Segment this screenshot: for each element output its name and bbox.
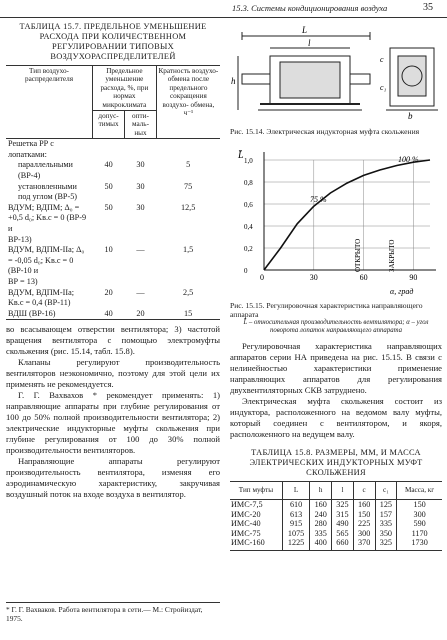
table1-cell bbox=[93, 235, 125, 246]
table1-cell: ВДУМ, ВДПМ-IIa; Δ₀ = -0,05 d₀; Kв.с = 0 (ВР-10 и bbox=[8, 245, 85, 276]
page-number: 35 bbox=[423, 2, 433, 13]
table1-row bbox=[6, 203, 220, 235]
table2-cell: 565 bbox=[332, 529, 354, 539]
fig14-label-b: b bbox=[408, 111, 413, 121]
table1-cell: ВР = 13) bbox=[8, 276, 38, 286]
table2-title: ТАБЛИЦА 15.8. РАЗМЕРЫ, ММ, И МАССА ЭЛЕКТРИЧЕСКИХ ИНДУКТОРНЫХ МУФТ СКОЛЬЖЕНИЯ bbox=[249, 448, 423, 477]
table1-col-type: Тип воздухо- распределителя bbox=[6, 66, 93, 139]
table2-cell: 300 bbox=[397, 510, 442, 520]
table2-cell: 160 bbox=[353, 500, 375, 510]
left-paragraph: во всасывающем отверстии вентилятора; 3) частотой вращения вентилятора с помощью электромуфты скольжения (рис. 15.14, табл. 15.8). bbox=[6, 324, 220, 357]
table2-row bbox=[230, 510, 442, 520]
table2-cell: 335 bbox=[310, 529, 332, 539]
table1-row bbox=[6, 288, 220, 309]
table1-cell: 30 bbox=[136, 160, 145, 170]
table1-cell bbox=[156, 139, 220, 161]
x-tick-label: 30 bbox=[309, 273, 318, 282]
fig14-label-l: l bbox=[308, 38, 311, 48]
annot-75: 75 % bbox=[310, 195, 327, 204]
chart-x-label: α, град bbox=[390, 287, 414, 296]
right-column bbox=[230, 22, 442, 551]
table1-row bbox=[6, 139, 220, 161]
table1-row bbox=[6, 235, 220, 246]
y-tick-label: 0 bbox=[244, 267, 248, 275]
left-paragraph: Г. Г. Вахвахов * рекомендует применять: 1) направляющие аппараты при глубине регулирования от 100 до 50% полной производительности вентилятора; 2) электрические индукторные муфты скольжения при глубине регулирования от 100 до 30% полной производительности вентиляторов. bbox=[6, 390, 220, 456]
table2-cell: 280 bbox=[310, 519, 332, 529]
annot-100: 100 % bbox=[398, 155, 419, 164]
fig14-label-c1: c₁ bbox=[380, 83, 387, 92]
fig15-caption: Рис. 15.15. Регулировочная характеристика направляющего аппарата bbox=[230, 301, 423, 319]
table1-sub-allow: допус- тимых bbox=[93, 111, 125, 139]
table1-cell: ВДУМ; ВДПМ; Δ₀ = +0,5 d₀; Kв.с = 0 (ВР-9 и bbox=[8, 202, 87, 233]
table1-cell: установленными под углом (ВР-5) bbox=[18, 181, 78, 202]
table1-cell bbox=[125, 139, 157, 161]
table2-cell: 1075 bbox=[282, 529, 310, 539]
table2-cell: 335 bbox=[375, 519, 397, 529]
table1-cell: ВДУМ, ВДПМ-IIa; Kв.с = 0,4 (ВР-11) bbox=[8, 287, 75, 308]
table1-cell: ВДШ (ВР-16) bbox=[6, 309, 93, 320]
table2-cell: ИМС-160 bbox=[230, 538, 282, 550]
table1-cell bbox=[93, 277, 125, 288]
table1-cell: — bbox=[136, 245, 145, 255]
fig14-caption: Рис. 15.14. Электрическая индукторная муфта скольжения bbox=[230, 127, 420, 136]
table2 bbox=[230, 481, 442, 551]
regulation-chart bbox=[230, 146, 442, 296]
table1-cell: ВР-13) bbox=[8, 234, 32, 244]
table1-row bbox=[6, 182, 220, 203]
table1-cell bbox=[125, 235, 157, 246]
table2-cell: 160 bbox=[310, 500, 332, 510]
table2-cell: 660 bbox=[332, 538, 354, 550]
table1-cell bbox=[156, 235, 220, 246]
table2-header: L bbox=[282, 482, 310, 500]
left-paragraph: Направляющие аппараты регулируют производительность вентилятора, изменяя его аэродинамическую характеристику, закручивая воздушный поток на входе воздуха в вентилятор. bbox=[6, 456, 220, 500]
left-column bbox=[6, 22, 220, 500]
coupling-drawing bbox=[230, 22, 442, 122]
table1-cell: 20 bbox=[125, 309, 157, 320]
table2-cell: 315 bbox=[332, 510, 354, 520]
table2-row bbox=[230, 538, 442, 550]
table1-cell: 10 bbox=[104, 245, 113, 255]
table1-cell: 12,5 bbox=[180, 202, 196, 212]
table2-cell: 610 bbox=[282, 500, 310, 510]
left-paragraph: Клапаны регулируют производительность вентиляторов неэкономично, поэтому для этой цели их применять не рекомендуется. bbox=[6, 357, 220, 390]
table1-row bbox=[6, 277, 220, 288]
chart-y-label: L̄ bbox=[238, 150, 244, 161]
table2-header: Тип муфты bbox=[230, 482, 282, 500]
y-tick-label: 0,8 bbox=[244, 179, 253, 187]
table2-header: Масса, кг bbox=[397, 482, 442, 500]
table1-row bbox=[6, 160, 220, 181]
table2-cell: 1730 bbox=[397, 538, 442, 550]
table1-cell: 30 bbox=[136, 181, 145, 191]
table2-cell: 400 bbox=[310, 538, 332, 550]
y-tick-label: 0,6 bbox=[244, 201, 253, 209]
table2-header: c₁ bbox=[375, 482, 397, 500]
table2-cell: 915 bbox=[282, 519, 310, 529]
table1-cell: 40 bbox=[104, 160, 113, 170]
table1 bbox=[6, 65, 220, 320]
table2-cell: ИМС-40 bbox=[231, 519, 261, 529]
table1-cell: 75 bbox=[184, 181, 193, 191]
table2-header: l bbox=[332, 482, 354, 500]
fig14-label-h: h bbox=[231, 76, 236, 86]
running-head: 15.3. Системы кондиционирования воздуха bbox=[232, 3, 388, 13]
table1-col-limit: Предельное уменьшение расхода, %, при нормах микроклимата bbox=[93, 66, 157, 111]
table1-cell: 2,5 bbox=[183, 287, 194, 297]
table1-cell: 50 bbox=[104, 181, 113, 191]
table2-row bbox=[230, 500, 442, 510]
fig14-label-L: L bbox=[302, 25, 308, 35]
table2-header: h bbox=[310, 482, 332, 500]
table2-cell: ИМС-20 bbox=[231, 509, 261, 519]
table2-cell: 157 bbox=[375, 510, 397, 520]
table1-cell: 1,5 bbox=[183, 245, 194, 255]
table1-cell: — bbox=[136, 287, 145, 297]
table2-cell: 1225 bbox=[282, 538, 310, 550]
footnote: * Г. Г. Вахваков. Работа вентилятора в сети.— М.: Стройиздат, 1975. bbox=[6, 602, 220, 623]
right-paragraph: Регулировочная характеристика направляющих аппаратов серии НА приведена на рис. 15.15. В связи с нелинейностью характеристики применение направляющих аппаратов для регулирования двухвентиляторных СКВ затруднено. bbox=[230, 341, 442, 395]
table2-cell: 325 bbox=[332, 500, 354, 510]
table2-cell: 240 bbox=[310, 510, 332, 520]
page-header bbox=[0, 0, 447, 18]
table2-cell: ИМС-75 bbox=[231, 528, 261, 538]
table1-cell: Решетка РР с лопатками: bbox=[8, 139, 54, 159]
table1-cell: 50 bbox=[104, 202, 113, 212]
table1-cell: 20 bbox=[104, 287, 113, 297]
y-tick-label: 0,2 bbox=[244, 245, 253, 253]
table1-cell: параллельными (ВР-4) bbox=[18, 160, 73, 181]
table2-cell: 490 bbox=[332, 519, 354, 529]
right-paragraph: Электрическая муфта скольжения состоит из индуктора, расположенного на ведомом валу муфты, который соединен с вентилятором, и якоря, расположенного на ведущем валу. bbox=[230, 396, 442, 439]
table2-row bbox=[230, 529, 442, 539]
table2-cell: 300 bbox=[353, 529, 375, 539]
table2-header: c bbox=[353, 482, 375, 500]
x-tick-label: 0 bbox=[260, 273, 264, 282]
table1-col-ratio: Кратность воздухо- обмена после предельного сокращения воздухо- обмена, ч⁻¹ bbox=[156, 66, 220, 139]
table1-cell: 5 bbox=[186, 160, 191, 170]
table2-cell: 325 bbox=[375, 538, 397, 550]
table2-cell: 225 bbox=[353, 519, 375, 529]
table2-cell: 150 bbox=[397, 500, 442, 510]
annot-closed: ЗАКРЫТО bbox=[388, 239, 396, 272]
table2-cell: ИМС-7,5 bbox=[231, 500, 263, 509]
table2-cell: 350 bbox=[375, 529, 397, 539]
table1-cell bbox=[156, 277, 220, 288]
table2-cell: 150 bbox=[353, 510, 375, 520]
table1-cell: 30 bbox=[136, 202, 145, 212]
table2-cell: 590 bbox=[397, 519, 442, 529]
x-tick-label: 90 bbox=[409, 273, 418, 282]
fig14-label-c: c bbox=[380, 55, 384, 64]
x-tick-label: 60 bbox=[359, 273, 368, 282]
chart-series-line bbox=[264, 160, 430, 270]
table1-row bbox=[6, 309, 220, 320]
table1-cell: 15 bbox=[156, 309, 220, 320]
table1-sub-opt: опти- маль- ных bbox=[125, 111, 157, 139]
table2-cell: 125 bbox=[375, 500, 397, 510]
table1-title: ТАБЛИЦА 15.7. ПРЕДЕЛЬНОЕ УМЕНЬШЕНИЕ РАСХОДА ПРИ КОЛИЧЕСТВЕННОМ РЕГУЛИРОВАНИИ ТИПОВЫХ ВОЗДУХОРАСПРЕДЕЛИТЕЛЕЙ bbox=[19, 22, 207, 61]
table1-row bbox=[6, 245, 220, 277]
y-tick-label: 1,0 bbox=[244, 157, 253, 165]
table2-cell: 1170 bbox=[397, 529, 442, 539]
fig15-legend: L̄ – относительная производительность вентилятора; α – угол поворота лопаток направляющего аппарата bbox=[243, 319, 429, 334]
y-tick-label: 0,4 bbox=[244, 223, 253, 231]
annot-open: ОТКРЫТО bbox=[354, 238, 362, 272]
table2-row bbox=[230, 519, 442, 529]
table2-cell: 370 bbox=[353, 538, 375, 550]
table2-cell: 613 bbox=[282, 510, 310, 520]
table1-cell: 40 bbox=[93, 309, 125, 320]
table1-cell bbox=[93, 139, 125, 161]
table1-cell bbox=[125, 277, 157, 288]
